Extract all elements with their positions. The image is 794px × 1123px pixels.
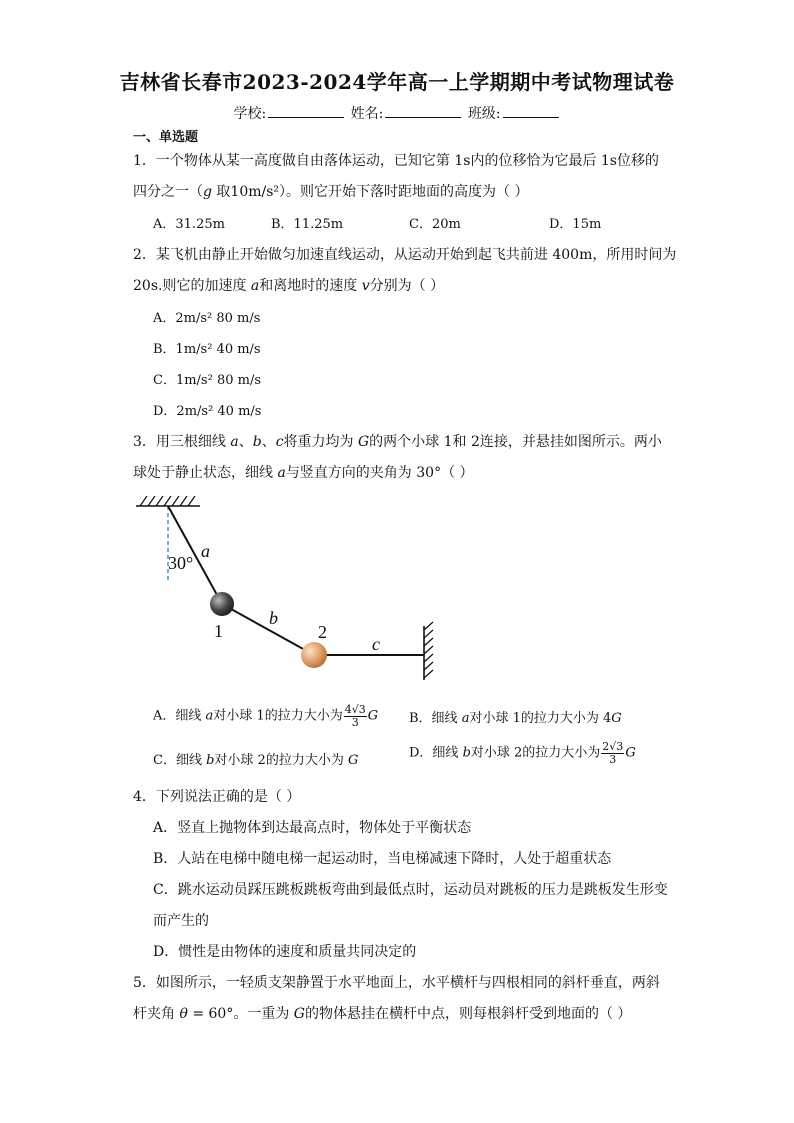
ball-1 <box>210 592 234 616</box>
q3-var-c: c <box>275 434 284 450</box>
q2-option-c[interactable]: C．1m/s² 80 m/s <box>153 373 261 388</box>
q3-line1 <box>133 431 662 451</box>
q2-var-v: v <box>361 278 370 294</box>
ceiling-support <box>136 496 200 506</box>
q3-option-c-text: C．细线 <box>153 753 207 768</box>
q2-option-a[interactable]: A．2m/s² 80 m/s <box>153 311 261 326</box>
q5-text: 杆夹角 <box>133 1006 180 1022</box>
q3-var-a: a <box>277 465 286 481</box>
q3-text: 将重力均为 <box>283 434 358 450</box>
q5-line1: 5．如图所示，一轻质支架静置于水平地面上，水平横杆与四根相同的斜杆垂直，两斜 <box>133 975 660 991</box>
q3-var-g: G <box>367 708 379 724</box>
q4-option-b[interactable]: B．人站在电梯中随电梯一起运动时，当电梯减速下降时，人处于超重状态 <box>153 851 612 867</box>
q1-option-b[interactable]: B．11.25m <box>271 217 344 232</box>
q3-text: 球处于静止状态，细线 <box>133 465 278 481</box>
q3-option-b[interactable] <box>409 707 622 726</box>
q3-option-a-text: A．细线 <box>153 708 206 724</box>
fraction-denominator: 3 <box>351 715 359 729</box>
q5-text: 的物体悬挂在横杆中点，则每根斜杆受到地面的（ ） <box>304 1006 632 1022</box>
q3-var-a: a <box>230 434 239 450</box>
q4-stem: 4．下列说法正确的是（ ） <box>133 789 301 805</box>
name-label: 姓名: <box>350 106 384 122</box>
q2-option-b[interactable]: B．1m/s² 40 m/s <box>153 342 261 357</box>
fraction-denominator: 3 <box>609 752 617 766</box>
q5-text: = 60°。一重为 <box>187 1006 294 1022</box>
q2-line2 <box>133 275 444 295</box>
class-blank[interactable] <box>503 105 559 118</box>
q5-var-g: G <box>293 1006 305 1022</box>
q3-var-g: G <box>347 753 359 768</box>
label-c: c <box>372 634 380 654</box>
q2-option-d[interactable]: D．2m/s² 40 m/s <box>153 404 262 419</box>
section-heading: 一、单选题 <box>133 130 199 145</box>
q3-option-b-text: 对小球 1的拉力大小为 4 <box>469 711 612 726</box>
q3-text: 、 <box>238 434 253 450</box>
q2-text: 20s.则它的加速度 <box>133 278 251 294</box>
name-blank[interactable] <box>385 105 461 118</box>
q2-text: 分别为（ ） <box>369 278 445 294</box>
q1-var-g: g <box>203 184 212 200</box>
pendulum-figure <box>128 490 448 680</box>
ball-2 <box>301 642 327 668</box>
q4-option-a[interactable]: A．竖直上抛物体到达最高点时，物体处于平衡状态 <box>153 820 472 836</box>
ball-1-label: 1 <box>214 621 223 641</box>
wall-support <box>424 622 433 680</box>
q3-text: 3．用三根细线 <box>133 434 231 450</box>
q4-option-c-cont: 而产生的 <box>153 913 209 929</box>
q3-option-d[interactable] <box>409 741 636 765</box>
q2-line1: 2．某飞机由静止开始做匀加速直线运动，从运动开始到起飞共前进 400m，所用时间为 <box>133 247 677 263</box>
q3-option-d-text: D．细线 <box>409 745 463 761</box>
q1-option-c[interactable]: C．20m <box>409 217 461 232</box>
q3-var-a: a <box>461 711 470 726</box>
q3-text: 、 <box>261 434 276 450</box>
q5-var-theta: θ <box>179 1006 188 1022</box>
q1-line2 <box>133 181 528 201</box>
fraction-2sqrt3-over-3 <box>601 741 624 765</box>
q3-var-g: G <box>357 434 370 450</box>
q2-var-a: a <box>250 278 260 294</box>
q1-line1: 1．一个物体从某一高度做自由落体运动，已知它第 1s内的位移恰为它最后 1s位移的 <box>133 153 659 169</box>
q3-option-c[interactable] <box>153 749 358 768</box>
q3-option-b-text: B．细线 <box>409 711 462 726</box>
q1-option-d[interactable]: D．15m <box>549 217 602 232</box>
q3-diagram <box>128 490 448 684</box>
fraction-numerator: 2√3 <box>602 740 624 753</box>
ball-2-label: 2 <box>318 622 327 642</box>
q5-line2 <box>133 1003 631 1023</box>
q3-var-g: G <box>625 745 636 761</box>
q2-text: 和离地时的速度 <box>259 278 362 294</box>
q3-option-c-text: 对小球 2的拉力大小为 <box>214 753 348 768</box>
angle-label: 30° <box>168 553 194 573</box>
school-label: 学校: <box>233 106 267 122</box>
q3-var-g: G <box>611 711 622 726</box>
fraction-numerator: 4√3 <box>344 703 366 716</box>
q3-text: 的两个小球 1和 2连接，并悬挂如图所示。两小 <box>369 434 662 450</box>
q4-option-c[interactable]: C．跳水运动员踩压跳板跳板弯曲到最低点时，运动员对跳板的压力是跳板发生形变 <box>153 882 668 898</box>
q3-var-b: b <box>252 434 262 450</box>
label-a: a <box>201 541 210 561</box>
q3-var-b: b <box>206 753 215 768</box>
q4-option-d[interactable]: D．惯性是由物体的速度和质量共同决定的 <box>153 944 417 960</box>
q3-var-a: a <box>205 708 214 724</box>
q3-text: 与竖直方向的夹角为 30°（ ） <box>285 465 474 481</box>
q3-option-a[interactable] <box>153 704 378 728</box>
fraction-4sqrt3-over-3 <box>344 704 367 728</box>
string-b <box>222 604 314 655</box>
school-blank[interactable] <box>268 105 344 118</box>
student-info-line <box>0 103 794 123</box>
q3-option-d-text: 对小球 2的拉力大小为 <box>470 745 601 761</box>
q3-line2 <box>133 462 474 482</box>
q3-var-b: b <box>462 745 471 761</box>
class-label: 班级: <box>467 106 501 122</box>
q1-option-a[interactable]: A．31.25m <box>153 217 225 232</box>
label-b: b <box>269 608 278 628</box>
q1-text: 四分之一（ <box>133 184 203 200</box>
page-title: 吉林省长春市2023-2024学年高一上学期期中考试物理试卷 <box>119 70 675 94</box>
q1-text: 取10m/s²）。则它开始下落时距地面的高度为（ ） <box>211 184 529 200</box>
q3-option-a-text: 对小球 1的拉力大小为 <box>213 708 343 724</box>
